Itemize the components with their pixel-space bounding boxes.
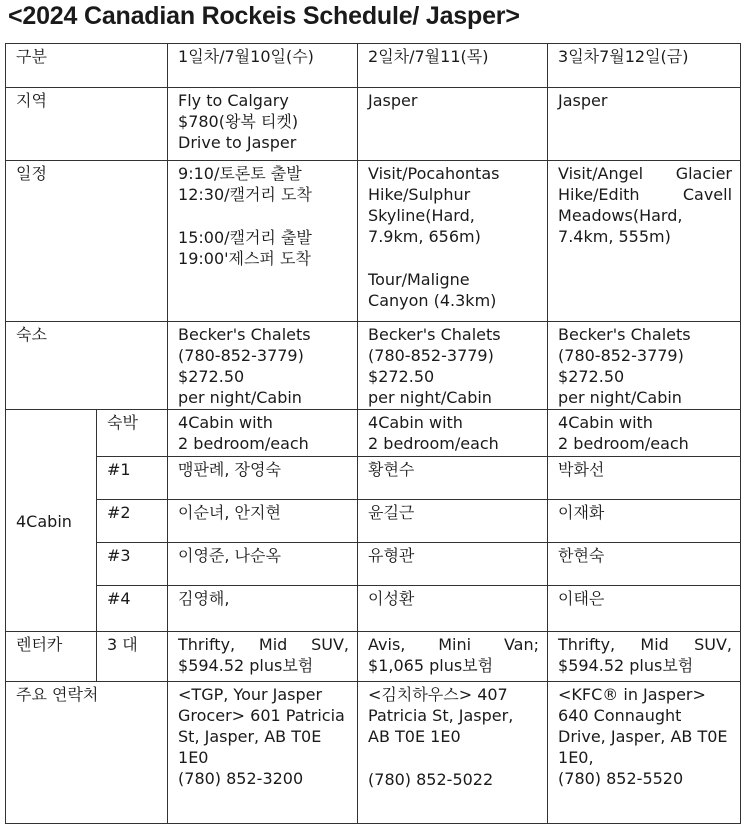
contact-phone: (780) 852-5520 — [558, 769, 684, 788]
contacts-row — [6, 682, 741, 824]
spacer — [178, 205, 349, 227]
region-day1-line: $780(왕복 티켓) — [178, 112, 299, 131]
lodging-row — [6, 322, 741, 410]
itinerary-day2-line: 7.9km, 656m) — [368, 227, 481, 246]
cabin-stay-label-cell: 숙박 — [97, 410, 168, 457]
contact-phone: (780) 852-3200 — [178, 769, 304, 788]
rental-row — [6, 632, 741, 682]
cabin-stay-line: 4Cabin with — [558, 413, 653, 432]
region-day3-cell — [548, 88, 741, 161]
lodging-label-cell: 숙소 — [6, 322, 168, 410]
itinerary-day1-line: 15:00/캘거리 출발 — [178, 228, 312, 247]
cabin-day3-cell: 이재화 — [548, 500, 741, 543]
cabin-number-cell: #3 — [97, 543, 168, 586]
lodging-day3-line: per night/Cabin — [558, 388, 682, 407]
header-row — [6, 44, 741, 88]
cabins-label-cell: 4Cabin — [6, 410, 97, 632]
cabin-day2-cell: 이성환 — [358, 586, 548, 632]
lodging-day1-line: $272.50 — [178, 367, 245, 386]
itinerary-day3-cell: Visit/Angel Glacier Hike/Edith Cavell Meadows(Hard, 7.4km, 555m) — [548, 161, 741, 322]
itinerary-label-cell: 일정 — [6, 161, 168, 322]
cabin-row-2 — [6, 500, 741, 543]
contact-address: <김치하우스> 407 Patricia St, Jasper, AB T0E 1E0 — [368, 685, 514, 746]
cabin-day2-cell: 윤길근 — [358, 500, 548, 543]
itinerary-day1-line: 19:00'제스퍼 도착 — [178, 249, 311, 268]
lodging-day2-cell — [358, 322, 548, 410]
itinerary-day1-cell — [168, 161, 358, 322]
lodging-day2-line: Becker's Chalets — [368, 325, 501, 344]
cabin-number-cell: #4 — [97, 586, 168, 632]
region-day3-line: Jasper — [558, 91, 608, 110]
cabin-row-4 — [6, 586, 741, 632]
region-day2-line: Jasper — [368, 91, 418, 110]
contact-phone: (780) 852-5022 — [368, 770, 494, 789]
lodging-day1-cell — [168, 322, 358, 410]
cabin-day1-cell: 맹판례, 장영숙 — [168, 457, 358, 500]
itinerary-day2-cell — [358, 161, 548, 322]
cabin-stay-line: 4Cabin with — [178, 413, 273, 432]
itinerary-day1-line: 9:10/토론토 출발 — [178, 164, 302, 183]
cabin-day2-cell: 황현수 — [358, 457, 548, 500]
itinerary-row — [6, 161, 741, 322]
cabin-day3-cell: 한현숙 — [548, 543, 741, 586]
page-title: <2024 Canadian Rockeis Schedule/ Jasper> — [8, 2, 520, 30]
itinerary-day2-line: Tour/Maligne — [368, 270, 470, 289]
rental-day2-cell: Avis, Mini Van; $1,065 plus보험 — [358, 632, 548, 682]
spacer — [368, 247, 539, 269]
itinerary-day2-line: Skyline(Hard, — [368, 206, 475, 225]
spacer — [368, 747, 539, 769]
rental-count-cell: 3 대 — [97, 632, 168, 682]
cabin-row-1 — [6, 457, 741, 500]
lodging-day2-line: (780-852-3779) — [368, 346, 494, 365]
header-day2-cell: 2일차/7월11(목) — [358, 44, 548, 88]
cabin-row-3 — [6, 543, 741, 586]
itinerary-day2-line: Canyon (4.3km) — [368, 291, 497, 310]
cabin-day3-cell: 박화선 — [548, 457, 741, 500]
cabin-day3-cell: 이태은 — [548, 586, 741, 632]
contacts-label-cell: 주요 연락처 — [6, 682, 168, 824]
lodging-day2-line: $272.50 — [368, 367, 435, 386]
region-day1-line: Fly to Calgary — [178, 91, 289, 110]
itinerary-day1-line: 12:30/캘거리 도착 — [178, 185, 312, 204]
region-label-cell: 지역 — [6, 88, 168, 161]
cabin-day1-cell: 김영해, — [168, 586, 358, 632]
rental-day1-cell: Thrifty, Mid SUV, $594.52 plus보험 — [168, 632, 358, 682]
contacts-day1-cell — [168, 682, 358, 824]
lodging-day1-line: (780-852-3779) — [178, 346, 304, 365]
region-day1-line: Drive to Jasper — [178, 133, 297, 152]
header-label-cell: 구분 — [6, 44, 168, 88]
cabin-stay-row — [6, 410, 741, 457]
lodging-day3-line: (780-852-3779) — [558, 346, 684, 365]
cabin-stay-day3-cell — [548, 410, 741, 457]
cabin-stay-line: 4Cabin with — [368, 413, 463, 432]
header-day1-cell: 1일차/7월10일(수) — [168, 44, 358, 88]
cabin-number-cell: #1 — [97, 457, 168, 500]
cabin-day2-cell: 유형관 — [358, 543, 548, 586]
region-day2-cell — [358, 88, 548, 161]
cabin-stay-line: 2 bedroom/each — [368, 434, 499, 453]
lodging-day1-line: per night/Cabin — [178, 388, 302, 407]
cabin-stay-line: 2 bedroom/each — [178, 434, 309, 453]
cabin-number-cell: #2 — [97, 500, 168, 543]
header-day3-cell: 3일차7월12일(금) — [548, 44, 741, 88]
cabin-stay-line: 2 bedroom/each — [558, 434, 689, 453]
lodging-day3-line: $272.50 — [558, 367, 625, 386]
cabin-stay-day1-cell — [168, 410, 358, 457]
contacts-day2-cell — [358, 682, 548, 824]
contacts-day3-cell — [548, 682, 741, 824]
cabin-day1-cell: 이영준, 나순옥 — [168, 543, 358, 586]
contact-address: <TGP, Your Jasper Grocer> 601 Patricia St, Jasper, AB T0E 1E0 — [178, 685, 345, 767]
itinerary-day2-line: Visit/Pocahontas — [368, 164, 500, 183]
cabin-stay-day2-cell — [358, 410, 548, 457]
lodging-day3-line: Becker's Chalets — [558, 325, 691, 344]
cabin-day1-cell: 이순녀, 안지현 — [168, 500, 358, 543]
schedule-table — [5, 43, 741, 824]
lodging-day1-line: Becker's Chalets — [178, 325, 311, 344]
rental-label-cell: 렌터카 — [6, 632, 97, 682]
region-day1-cell — [168, 88, 358, 161]
itinerary-day2-line: Hike/Sulphur — [368, 185, 471, 204]
contact-address: <KFC® in Jasper> 640 Connaught Drive, Jasper, AB T0E 1E0, — [558, 685, 728, 767]
lodging-day2-line: per night/Cabin — [368, 388, 492, 407]
rental-day3-cell: Thrifty, Mid SUV, $594.52 plus보험 — [548, 632, 741, 682]
lodging-day3-cell — [548, 322, 741, 410]
region-row — [6, 88, 741, 161]
